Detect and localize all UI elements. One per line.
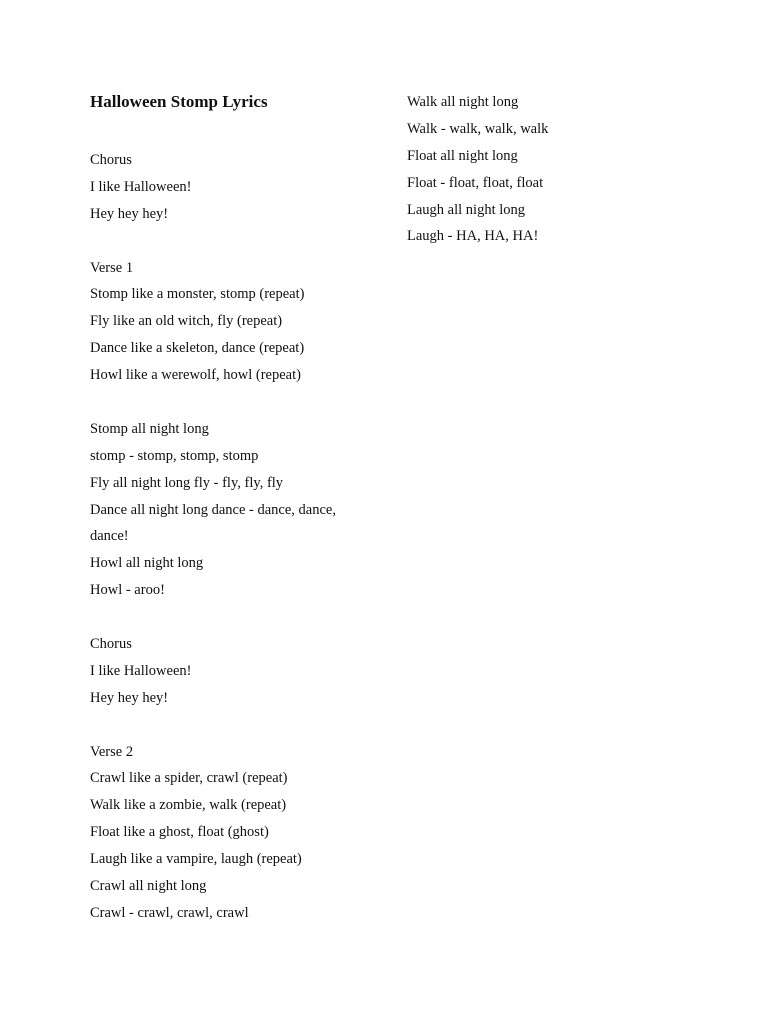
lyric-line: Howl - aroo! <box>90 582 165 599</box>
lyric-line: Crawl like a spider, crawl (repeat) <box>90 770 288 787</box>
lyric-line: Float - float, float, float <box>407 174 544 191</box>
lyric-line: stomp - stomp, stomp, stomp <box>90 447 259 464</box>
lyric-line: Howl like a werewolf, howl (repeat) <box>90 367 301 384</box>
lyric-line: dance! <box>90 528 129 545</box>
lyric-line: Fly all night long fly - fly, fly, fly <box>90 474 284 491</box>
blank-line <box>90 712 370 739</box>
blank-line <box>90 389 370 416</box>
lyric-line: Float all night long <box>407 147 518 164</box>
lyric-line: Chorus <box>90 152 132 168</box>
blank-line <box>90 228 370 255</box>
lyric-line: Crawl - crawl, crawl, crawl <box>90 904 249 921</box>
blank-line <box>90 604 370 631</box>
lyric-line: Laugh like a vampire, laugh (repeat) <box>90 851 302 868</box>
lyric-line: Howl all night long <box>90 555 204 572</box>
lyric-line: Walk - walk, walk, walk <box>407 120 549 137</box>
lyric-line: I like Halloween! <box>90 662 192 679</box>
page-title: Halloween Stomp Lyrics <box>90 92 268 111</box>
lyric-line: Laugh - HA, HA, HA! <box>407 228 539 245</box>
lyric-line: Dance like a skeleton, dance (repeat) <box>90 340 305 357</box>
lyric-line: Chorus <box>90 636 132 653</box>
lyric-line: Verse 2 <box>90 743 134 760</box>
lyric-line: I like Halloween! <box>90 178 192 195</box>
lyric-line: Crawl all night long <box>90 878 207 895</box>
lyrics-right-column <box>407 89 707 250</box>
lyric-line: Fly like an old witch, fly (repeat) <box>90 313 283 330</box>
lyric-line: Stomp like a monster, stomp (repeat) <box>90 286 305 303</box>
lyric-line: Laugh all night long <box>407 201 525 218</box>
lyric-line: Walk like a zombie, walk (repeat) <box>90 797 287 814</box>
lyric-line: Float like a ghost, float (ghost) <box>90 824 269 841</box>
lyrics-left-column <box>90 147 370 927</box>
lyric-line: Hey hey hey! <box>90 205 169 222</box>
lyric-line: Walk all night long <box>407 94 519 110</box>
lyric-line: Stomp all night long <box>90 420 209 437</box>
lyric-line: Dance all night long dance - dance, dance, <box>90 501 336 518</box>
lyric-line: Verse 1 <box>90 259 134 276</box>
lyric-line: Hey hey hey! <box>90 689 169 706</box>
